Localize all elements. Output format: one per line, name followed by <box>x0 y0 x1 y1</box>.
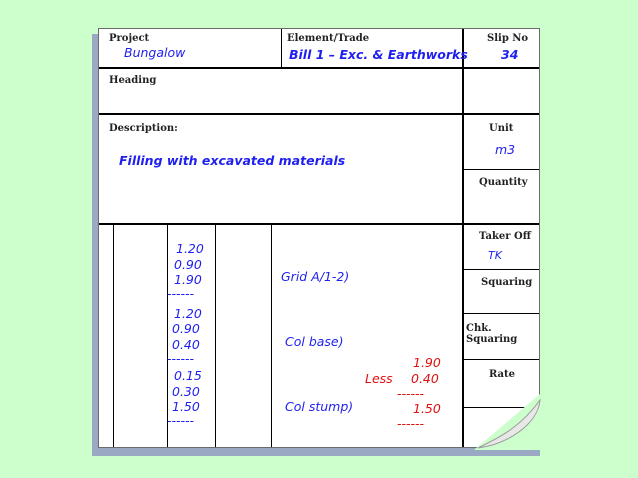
squaring-label: Squaring <box>481 277 533 288</box>
quantity-label: Quantity <box>479 177 528 188</box>
heading-label: Heading <box>109 75 157 86</box>
calc-result-value: 1.50 <box>413 401 441 416</box>
slip-no-value: 34 <box>501 47 519 62</box>
rule-squaring-bottom <box>463 313 540 314</box>
dim-g3-width: 0.30 <box>172 384 200 399</box>
dim-g2-separator: ------ <box>167 351 195 366</box>
note-col-base: Col base) <box>285 334 344 349</box>
rule-right-column <box>462 29 464 448</box>
dim-g2-depth: 0.40 <box>172 337 200 352</box>
taker-off-label: Taker Off <box>479 231 531 242</box>
description-label: Description: <box>109 123 178 134</box>
rule-timesing-col <box>113 223 114 448</box>
rule-header-bottom <box>99 67 540 69</box>
note-col-stump: Col stump) <box>285 399 354 414</box>
project-label: Project <box>109 33 150 44</box>
unit-label: Unit <box>489 123 514 134</box>
dim-g3-length: 0.15 <box>174 368 202 383</box>
taker-off-value: TK <box>488 249 502 262</box>
element-trade-label: Element/Trade <box>287 33 370 44</box>
rule-description-bottom <box>99 223 540 225</box>
dim-g1-depth: 1.90 <box>174 272 202 287</box>
rule-chk-bottom <box>463 359 540 360</box>
dim-g1-separator: ------ <box>167 286 195 301</box>
project-value: Bungalow <box>124 45 186 60</box>
rate-label: Rate <box>489 369 516 380</box>
unit-value: m3 <box>495 142 516 157</box>
dim-g2-width: 0.90 <box>172 321 200 336</box>
rule-takeroff-bottom <box>463 269 540 270</box>
rule-heading-bottom <box>99 113 540 115</box>
chk-squaring-label: Chk. Squaring <box>466 323 518 345</box>
rule-dimension-col-right <box>215 223 216 448</box>
note-grid: Grid A/1-2) <box>281 269 350 284</box>
slip-no-label: Slip No <box>487 33 529 44</box>
rule-header-col1 <box>281 29 282 67</box>
calc-separator-2: ------ <box>397 416 425 431</box>
calc-top-value: 1.90 <box>413 355 441 370</box>
calc-less-word: Less <box>365 371 393 386</box>
dim-g3-depth: 1.50 <box>172 399 200 414</box>
dim-g1-width: 0.90 <box>174 257 202 272</box>
dim-g1-length: 1.20 <box>176 241 204 256</box>
calc-less-value: 0.40 <box>411 371 439 386</box>
dimension-paper-sheet <box>98 28 540 448</box>
element-trade-value: Bill 1 – Exc. & Earthworks <box>289 47 468 62</box>
dim-g2-length: 1.20 <box>174 306 202 321</box>
description-value: Filling with excavated materials <box>119 153 346 168</box>
rule-unit-bottom <box>463 169 540 170</box>
dim-g3-separator: ------ <box>167 413 195 428</box>
rule-squaring-col <box>271 223 272 448</box>
calc-separator-1: ------ <box>397 386 425 401</box>
